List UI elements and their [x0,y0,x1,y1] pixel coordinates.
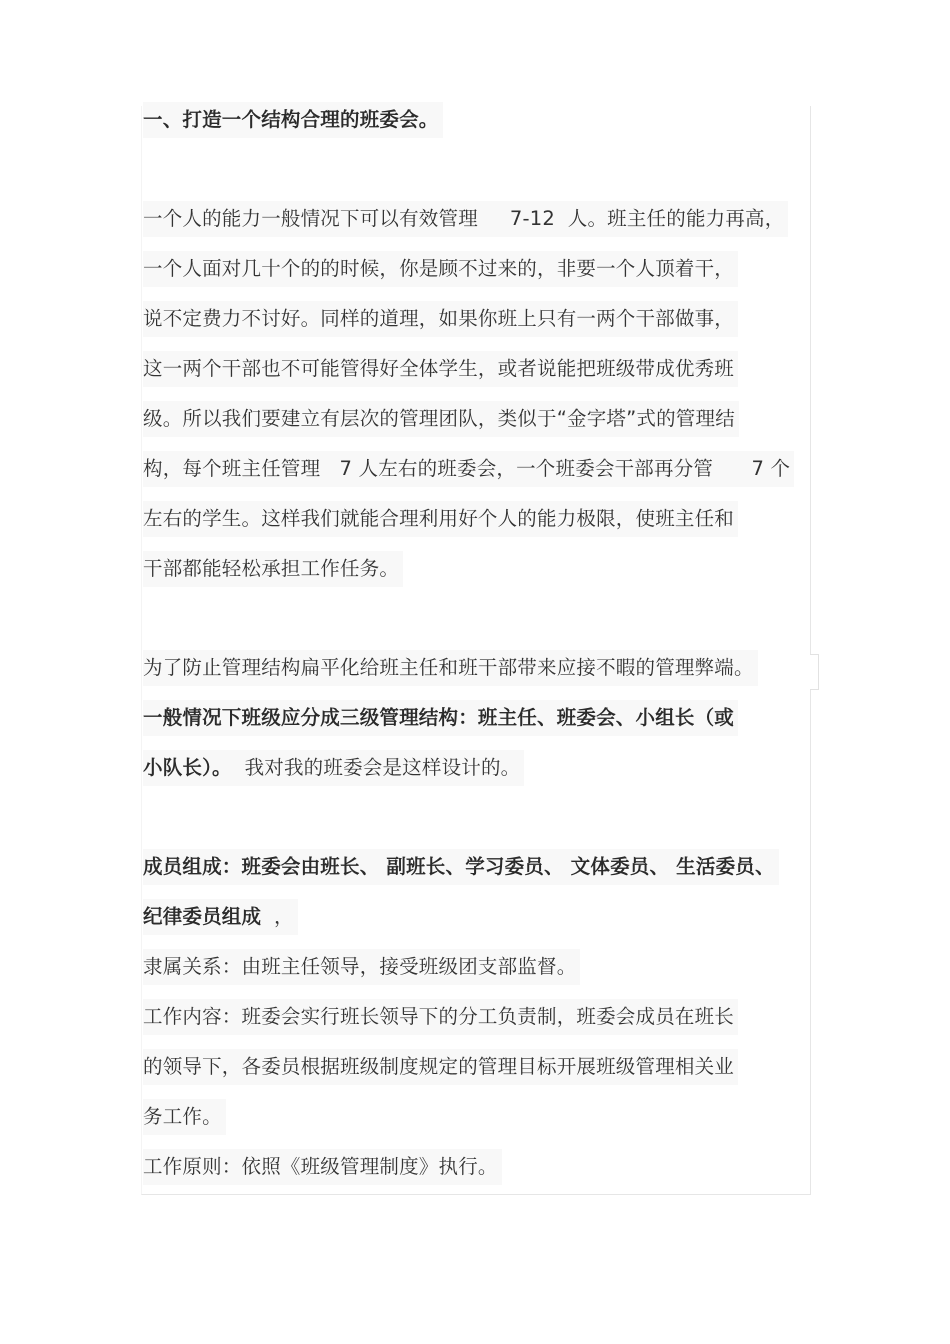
paragraph-line: 级。所以我们要建立有层次的管理团队，类似于“金字塔”式的管理结 [143,401,739,437]
work-content-line: 工作内容：班委会实行班长领导下的分工负责制，班委会成员在班长 [143,999,738,1035]
paragraph-line: 为了防止管理结构扁平化给班主任和班干部带来应接不暇的管理弊端。 [143,650,758,686]
work-principle-line: 工作原则：依照《班级管理制度》执行。 [143,1149,502,1185]
paragraph-line: 一个人面对几十个的的时候，你是顾不过来的，非要一个人顶着干， [143,251,738,287]
members-end: 纪律委员组成 [143,905,262,928]
members-comma: ， [261,905,294,928]
paragraph-line: 说不定费力不讨好。同样的道理，如果你班上只有一两个干部做事， [143,301,738,337]
paragraph-line: 干部都能轻松承担工作任务。 [143,551,403,587]
mixed-line [143,899,298,935]
paragraph-line: 左右的学生。这样我们就能合理利用好个人的能力极限，使班主任和 [143,501,738,537]
paragraph-line: 这一两个干部也不可能管得好全体学生，或者说能把班级带成优秀班 [143,351,738,387]
section-heading: 一、打造一个结构合理的班委会。 [143,102,443,138]
mixed-line [143,750,524,786]
frame-notch [810,654,819,690]
affiliation-line: 隶属关系：由班主任领导，接受班级团支部监督。 [143,949,580,985]
work-content-line: 的领导下，各委员根据班级制度规定的管理目标开展班级管理相关业 [143,1049,738,1085]
design-intro: 我对我的班委会是这样设计的。 [231,756,521,779]
work-content-line: 务工作。 [143,1099,226,1135]
paragraph-line: 一个人的能力一般情况下可以有效管理 7-12 人。班主任的能力再高， [143,201,788,237]
bold-statement-end: 小队长）。 [143,756,232,779]
members-line: 成员组成：班委会由班长、 副班长、学习委员、 文体委员、 生活委员、 [143,849,779,885]
bold-statement: 一般情况下班级应分成三级管理结构：班主任、班委会、小组长（或 [143,700,738,736]
paragraph-line: 构，每个班主任管理 7 人左右的班委会，一个班委会干部再分管 7 个 [143,451,794,487]
